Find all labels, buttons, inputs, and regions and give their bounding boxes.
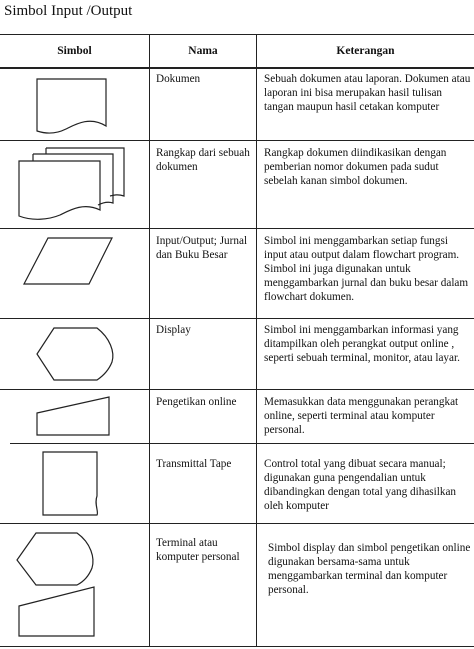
row-6-keterangan: Control total yang dibuat secara manual; digunakan guna pengendalian untuk dibandingkan dengan total yang dihasilkan oleh komputer (264, 458, 457, 512)
column-header-simbol: Simbol (57, 45, 92, 57)
row-1-nama: Dokumen (156, 73, 201, 85)
row-5-keterangan: Memasukkan data menggunakan perangkat online, seperti terminal atau komputer personal. (264, 396, 459, 436)
row-6-nama: Transmittal Tape (156, 458, 232, 470)
column-header-keterangan: Keterangan (336, 45, 395, 57)
manual-input-symbol (37, 397, 109, 435)
row-7-keterangan: Simbol display dan simbol pengetikan online digunakan bersama-sama untuk menggambarkan terminal dan komputer personal. (268, 542, 471, 596)
row-1-keterangan: Sebuah dokumen atau laporan. Dokumen atau laporan ini bisa merupakan hasil tulisan tangan maupun hasil cetakan komputer (264, 73, 471, 113)
row-5-nama: Pengetikan online (156, 396, 237, 408)
row-4-nama: Display (156, 324, 191, 336)
multiple-document-symbol (19, 148, 124, 219)
transmittal-tape-symbol (43, 452, 97, 515)
row-3-keterangan: Simbol ini menggambarkan setiap fungsi input atau output dalam flowchart program. Simbol ini juga digunakan untuk menggambarkan jurnal dan buku besar dalam flowchart dokumen. (264, 235, 469, 303)
column-header-nama: Nama (188, 45, 218, 57)
row-7-nama: Terminal atau komputer personal (156, 537, 240, 563)
terminal-pc-symbol (17, 533, 94, 636)
row-2-keterangan: Rangkap dokumen diindikasikan dengan pemberian nomor dokumen pada sudut sebelah kanan simbol dokumen. (264, 147, 447, 187)
page-title: Simbol Input /Output (4, 3, 133, 19)
document-symbol (37, 79, 106, 133)
row-4-keterangan: Simbol ini menggambarkan informasi yang ditampilkan oleh perangkat output online , seperti sebuah terminal, monitor, atau layar. (264, 324, 460, 364)
row-3-nama: Input/Output; Jurnal dan Buku Besar (156, 235, 248, 261)
display-symbol (37, 328, 113, 380)
row-2-nama: Rangkap dari sebuah dokumen (156, 147, 250, 173)
input-output-symbol (24, 238, 112, 284)
